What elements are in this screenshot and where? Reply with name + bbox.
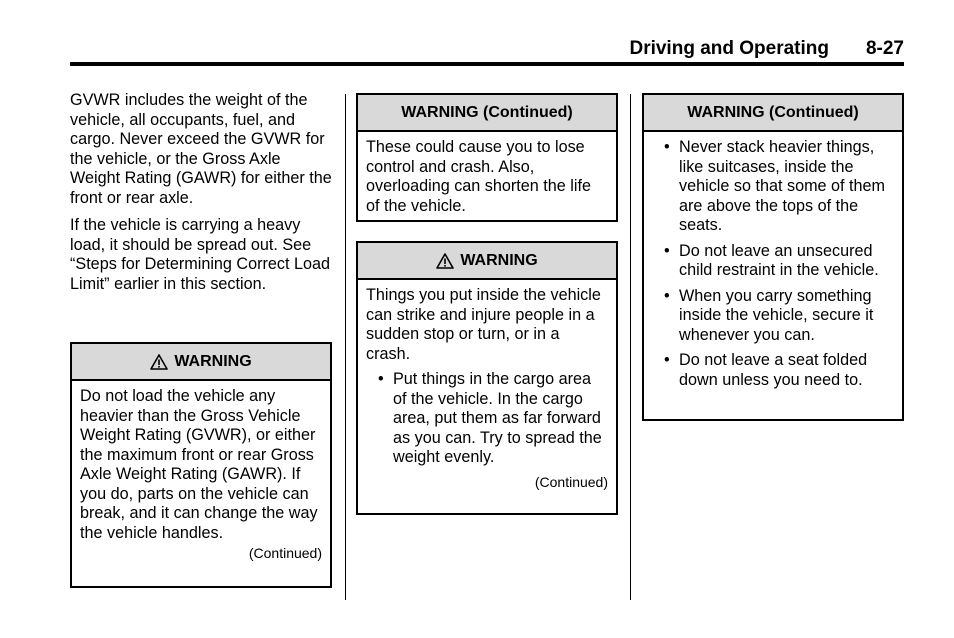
page-header [70, 38, 904, 62]
warning-title: WARNING [460, 251, 538, 269]
list-item: • Do not leave a seat folded down unless you need to. [679, 351, 894, 390]
list-item: • Do not leave an unsecured child restraint in the vehicle. [679, 242, 894, 281]
warning-body [358, 280, 616, 496]
warning-title: WARNING (Continued) [401, 103, 573, 121]
warning-text: Do not load the vehicle any heavier than the Gross Vehicle Weight Rating (GVWR), or either the maximum front or rear Gross Axle Weight Rating (GAWR). If you do, parts on the vehicle can break, and it can change the way the vehicle handles. [80, 387, 318, 542]
warning-body [72, 381, 330, 567]
warning-header [358, 95, 616, 132]
list-item: • Never stack heavier things, like suitcases, inside the vehicle so that some of them are above the tops of the seats. [679, 138, 894, 236]
column-divider [630, 94, 631, 600]
warning-bullet-list [652, 138, 894, 390]
warning-box-continued [356, 93, 618, 222]
warning-bullet-list [366, 370, 608, 468]
section-title: Driving and Operating [629, 38, 829, 59]
warning-triangle-icon [436, 253, 454, 269]
column-divider [345, 94, 346, 600]
continued-label: (Continued) [248, 545, 322, 561]
warning-title: WARNING [174, 352, 252, 370]
paragraph: GVWR includes the weight of the vehicle, all occupants, fuel, and cargo. Never exceed the GVWR for the vehicle, or the Gross Axle Weight Rating (GAWR) for either the front or rear axle. [70, 91, 332, 207]
warning-text: Things you put inside the vehicle can strike and injure people in a sudden stop or turn, or in a crash. [366, 286, 601, 363]
warning-box [70, 342, 332, 588]
header-rule [70, 62, 904, 66]
warning-header [358, 243, 616, 280]
warning-triangle-icon [150, 354, 168, 370]
warning-header [72, 344, 330, 381]
list-item: • Put things in the cargo area of the vehicle. In the cargo area, put them as far forward as you can. Try to spread the weight evenly. [393, 370, 608, 468]
continued-label: (Continued) [534, 473, 608, 490]
warning-title: WARNING (Continued) [687, 103, 859, 121]
warning-body [644, 132, 902, 402]
warning-header [644, 95, 902, 132]
warning-box-continued [642, 93, 904, 421]
page-number: 8-27 [865, 38, 904, 59]
column-1-text [70, 91, 335, 302]
list-item: • When you carry something inside the vehicle, secure it whenever you can. [679, 287, 894, 346]
warning-body [358, 132, 616, 222]
paragraph: If the vehicle is carrying a heavy load, it should be spread out. See “Steps for Determining Correct Load Limit” earlier in this section. [70, 216, 331, 293]
warning-text: These could cause you to lose control and crash. Also, overloading can shorten the life of the vehicle. [366, 138, 591, 215]
warning-box [356, 241, 618, 515]
